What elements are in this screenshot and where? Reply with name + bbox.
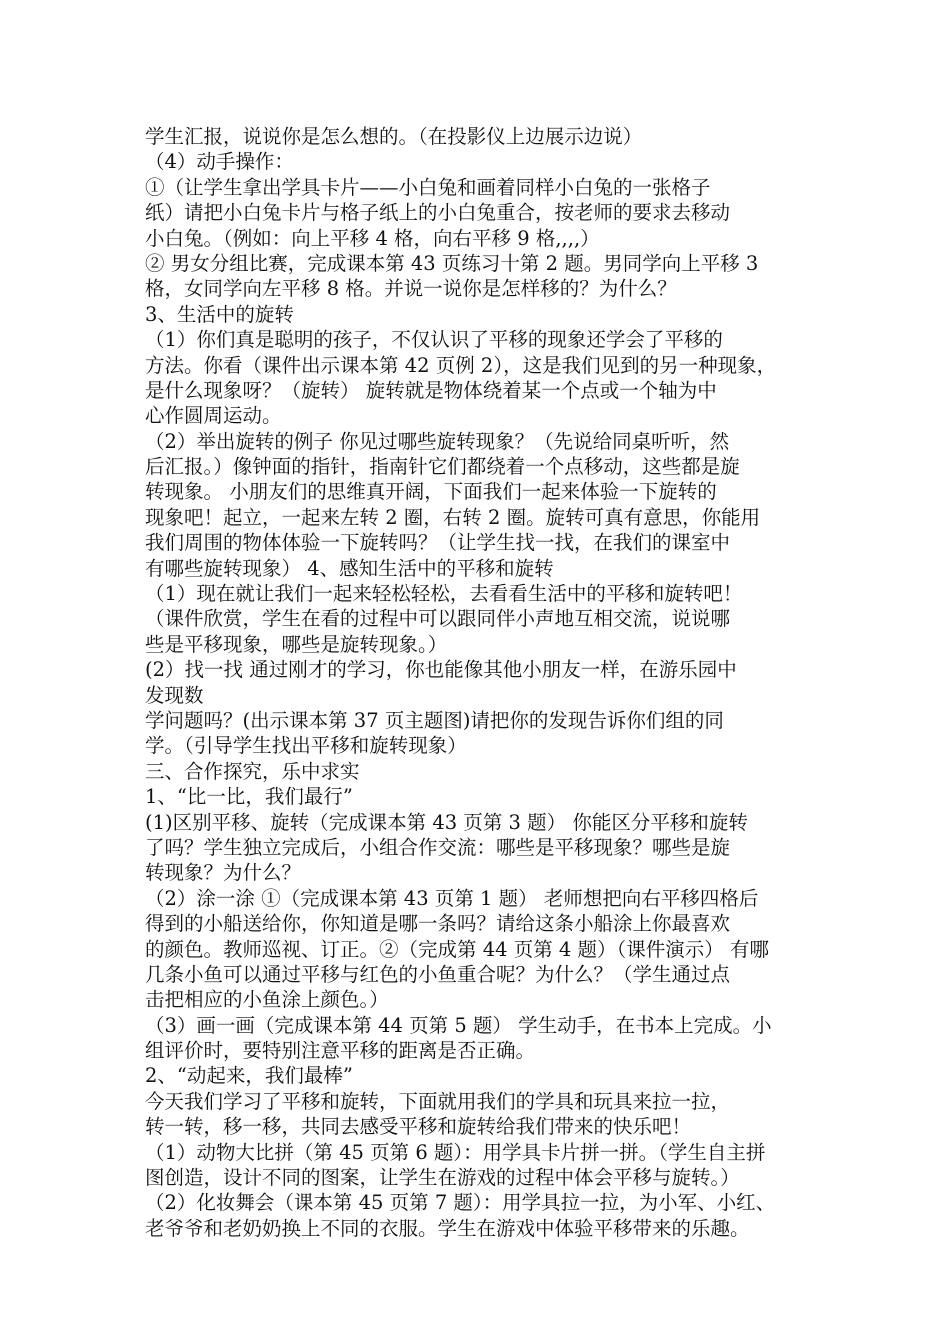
text-line: 发现数 <box>145 683 204 707</box>
text-line: （2）化妆舞会（课本第 45 页第 7 题）：用学具拉一拉，为小军、小红、 <box>145 1191 776 1215</box>
text-line: 转一转，移一移，共同去感受平移和旋转给我们带来的快乐吧！ <box>145 1115 692 1139</box>
text-line: ①（让学生拿出学具卡片——小白兔和画着同样小白兔的一张格子 <box>145 175 711 199</box>
section-heading: 2、“动起来，我们最棒” <box>145 1064 353 1088</box>
text-line: （2）举出旋转的例子 你见过哪些旋转现象？（先说给同桌听听，然 <box>145 429 730 453</box>
text-line: (1)区别平移、旋转（完成课本第 43 页第 3 题） 你能区分平移和旋转 <box>145 810 748 834</box>
text-line: 心作圆周运动。 <box>145 404 282 428</box>
text-line: 小白兔。（例如：向上平移 4 格，向右平移 9 格,,,,） <box>145 226 600 250</box>
text-line: 学生汇报，说说你是怎么想的。（在投影仪上边展示边说） <box>145 125 643 148</box>
section-heading: 3、生活中的旋转 <box>145 302 294 326</box>
text-line: 有哪些旋转现象） 4、感知生活中的平移和旋转 <box>145 556 554 580</box>
text-line: 些是平移现象，哪些是旋转现象。） <box>145 632 448 656</box>
text-line: （课件欣赏，学生在看的过程中可以跟同伴小声地互相交流，说说哪 <box>145 607 731 631</box>
text-line: 得到的小船送给你，你知道是哪一条吗？请给这条小船涂上你最喜欢 <box>145 912 731 936</box>
text-line: 格，女同学向左平移 8 格。并说一说你是怎样移的？为什么？ <box>145 277 677 301</box>
document-body <box>145 124 825 1241</box>
text-line: 击把相应的小鱼涂上颜色。） <box>145 988 389 1012</box>
text-line: 组评价时，要特别注意平移的距离是否正确。 <box>145 1039 536 1063</box>
text-line: 是什么现象呀？（旋转） 旋转就是物体绕着某一个点或一个轴为中 <box>145 378 717 402</box>
text-line: 纸）请把小白兔卡片与格子纸上的小白兔重合，按老师的要求去移动 <box>145 201 731 225</box>
text-line: （2）涂一涂 ①（完成课本第 43 页第 1 题） 老师想把向右平移四格后 <box>145 886 759 910</box>
text-line: （4）动手操作： <box>145 150 294 174</box>
text-line: 方法。你看（课件出示课本第 42 页例 2），这是我们见到的另一种现象， <box>145 353 777 377</box>
text-line: (2）找一找 通过刚才的学习，你也能像其他小朋友一样，在游乐园中 <box>145 658 737 682</box>
text-line: （1）现在就让我们一起来轻松轻松，去看看生活中的平移和旋转吧！ <box>145 582 743 606</box>
text-line: 了吗？学生独立完成后，小组合作交流：哪些是平移现象？哪些是旋 <box>145 835 731 859</box>
text-line: 老爷爷和老奶奶换上不同的衣服。学生在游戏中体验平移带来的乐趣。 <box>145 1216 750 1240</box>
text-line: 现象吧！起立，一起来左转 2 圈，右转 2 圈。旋转可真有意思，你能用 <box>145 505 761 529</box>
text-line: （1）动物大比拼（第 45 页第 6 题）：用学具卡片拼一拼。（学生自主拼 <box>145 1140 766 1164</box>
text-line: 后汇报。）像钟面的指针，指南针它们都绕着一个点移动，这些都是旋 <box>145 455 740 479</box>
text-line: 学问题吗？(出示课本第 37 页主题图)请把你的发现告诉你们组的同 <box>145 708 724 732</box>
text-line: 今天我们学习了平移和旋转，下面就用我们的学具和玩具来拉一拉， <box>145 1089 731 1113</box>
section-heading: 1、“比一比，我们最行” <box>145 785 353 809</box>
text-line: （3）画一画（完成课本第 44 页第 5 题） 学生动手，在书本上完成。小 <box>145 1013 772 1037</box>
text-line: 转现象？为什么？ <box>145 861 302 885</box>
text-line: 的颜色。教师巡视、订正。②（完成第 44 页第 4 题）（课件演示） 有哪 <box>145 937 769 961</box>
text-line: 图创造，设计不同的图案，让学生在游戏的过程中体会平移与旋转。） <box>145 1166 740 1190</box>
text-line: ② 男女分组比赛，完成课本第 43 页练习十第 2 题。男同学向上平移 3 <box>145 251 759 275</box>
text-line: （1）你们真是聪明的孩子，不仅认识了平移的现象还学会了平移的 <box>145 328 723 352</box>
text-line: 学。（引导学生找出平移和旋转现象） <box>145 734 467 758</box>
section-heading: 三、合作探究，乐中求实 <box>145 759 360 783</box>
text-line: 几条小鱼可以通过平移与红色的小鱼重合呢？为什么？（学生通过点 <box>145 962 731 986</box>
text-line: 转现象。 小朋友们的思维真开阔，下面我们一起来体验一下旋转的 <box>145 480 717 504</box>
text-line: 我们周围的物体体验一下旋转吗？（让学生找一找，在我们的课室中 <box>145 531 731 555</box>
